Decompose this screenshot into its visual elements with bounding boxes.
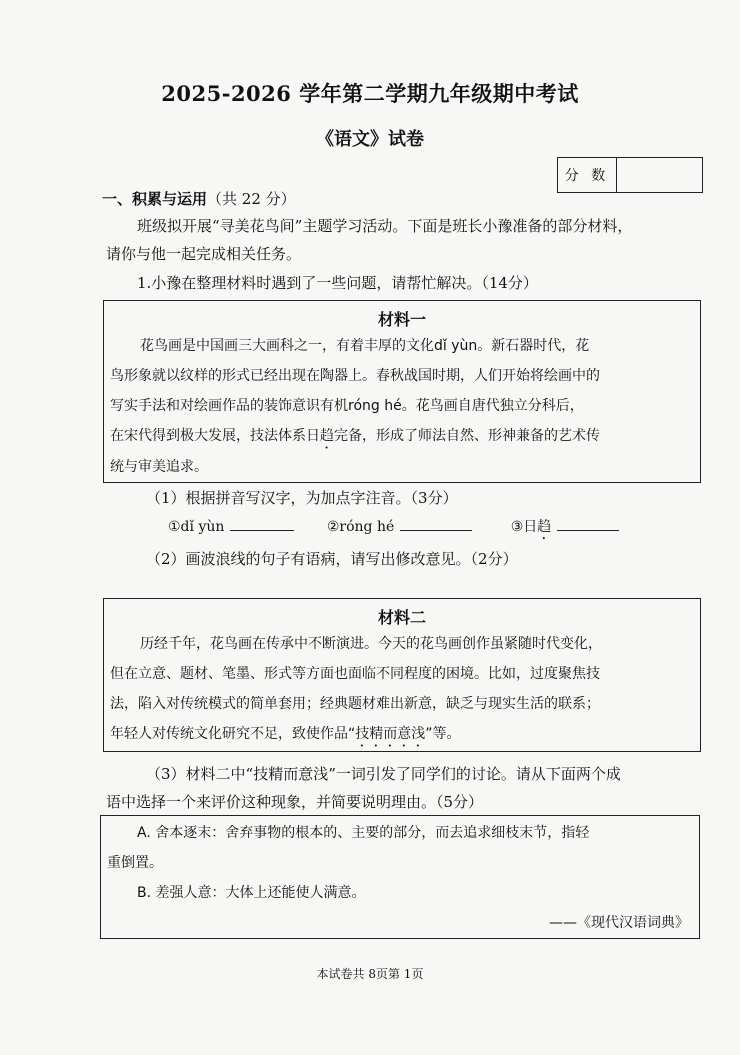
- material-1-line: 写实手法和对绘画作品的装饰意识有机róng hé。花鸟画自唐代独立分科后，: [110, 398, 584, 414]
- material-2-text: [104, 629, 700, 750]
- dotted-char: 趋: [320, 428, 334, 444]
- idiom-a-line-2: 重倒置。: [107, 855, 163, 871]
- material-1-title: 材料一: [377, 310, 426, 329]
- question-1-3-line-2: 语中选择一个来评价这种现象，并简要说明理由。（5分）: [106, 793, 484, 811]
- char-item-3-prefix: ③日: [510, 519, 538, 535]
- pinyin-item-2: ②róng hé: [326, 519, 395, 535]
- section-heading: [102, 188, 296, 209]
- score-field[interactable]: [617, 158, 702, 192]
- material-2-title: 材料二: [377, 608, 426, 627]
- section-points: （共 22 分）: [207, 190, 296, 208]
- dotted-char: 趋: [537, 519, 552, 535]
- question-1: 1.小豫在整理材料时遇到了一些问题，请帮忙解决。（14分）: [137, 274, 538, 292]
- material-2-line-4-end: ”等。: [425, 726, 461, 742]
- question-1-3-line-1: （3）材料二中“技精而意浅”一词引发了同学们的讨论。请从下面两个成: [146, 765, 621, 783]
- question-1-1: （1）根据拼音写汉字，为加点字注音。（3分）: [146, 489, 458, 507]
- answer-blank-1[interactable]: [230, 516, 294, 531]
- material-1-box: [103, 300, 701, 483]
- dictionary-source: ——《现代汉语词典》: [549, 915, 689, 931]
- material-1-line-4-end: 完备，形成了师法自然、形神兼备的艺术传: [334, 428, 600, 444]
- material-1-line: 统与审美追求。: [110, 459, 208, 475]
- material-2-box: [103, 598, 701, 752]
- score-label: 分 数: [558, 158, 617, 192]
- intro-line-2: 请你与他一起完成相关任务。: [106, 245, 302, 263]
- idioms-text: [101, 816, 699, 938]
- material-1-text: [104, 331, 700, 482]
- idiom-a-line-1: A. 舍本逐末：舍弃事物的根本的、主要的部分，而去追求细枝末节，指轻: [137, 825, 590, 841]
- material-1-line: 鸟形象就以纹样的形式已经出现在陶器上。春秋战国时期，人们开始将绘画中的: [110, 368, 600, 384]
- material-2-line-4-start: 年轻人对传统文化研究不足，致使作品“: [110, 726, 356, 742]
- material-2-line: 法，陷入对传统模式的简单套用；经典题材难出新意，缺乏与现实生活的联系；: [110, 696, 600, 712]
- page-footer: 本试卷共 8页第 1页: [316, 967, 424, 981]
- page-title: 2025-2026 学年第二学期九年级期中考试: [161, 81, 579, 106]
- material-1-line: [110, 421, 692, 452]
- dotted-phrase: 技精而意浅: [355, 726, 426, 742]
- question-1-2: （2）画波浪线的句子有语病，请写出修改意见。（2分）: [146, 550, 518, 568]
- score-box: [557, 157, 703, 193]
- section-heading-label: 一、积累与运用: [102, 190, 208, 208]
- material-2-line: [110, 719, 692, 750]
- material-2-line: 历经千年，花鸟画在传承中不断演进。今天的花鸟画创作虽紧随时代变化，: [140, 636, 602, 652]
- answer-blank-2[interactable]: [400, 516, 472, 531]
- idiom-b: B. 差强人意：大体上还能使人满意。: [137, 885, 366, 901]
- idioms-box: [100, 815, 700, 939]
- intro-line-1: 班级拟开展“寻美花鸟间”主题学习活动。下面是班长小豫准备的部分材料，: [137, 217, 633, 235]
- material-1-line: 花鸟画是中国画三大画科之一，有着丰厚的文化dǐ yùn。新石器时代，花: [140, 338, 590, 354]
- material-1-line-4-start: 在宋代得到极大发展，技法体系日: [110, 428, 320, 444]
- answer-blank-3[interactable]: [557, 516, 619, 531]
- pinyin-item-1: ①dǐ yùn: [168, 519, 225, 535]
- char-item-3: [511, 519, 552, 535]
- material-2-line: 但在立意、题材、笔墨、形式等方面也面临不同程度的困境。比如，过度聚焦技: [110, 666, 600, 682]
- page-subtitle: 《语文》试卷: [316, 129, 424, 150]
- question-1-1-items: [168, 513, 708, 543]
